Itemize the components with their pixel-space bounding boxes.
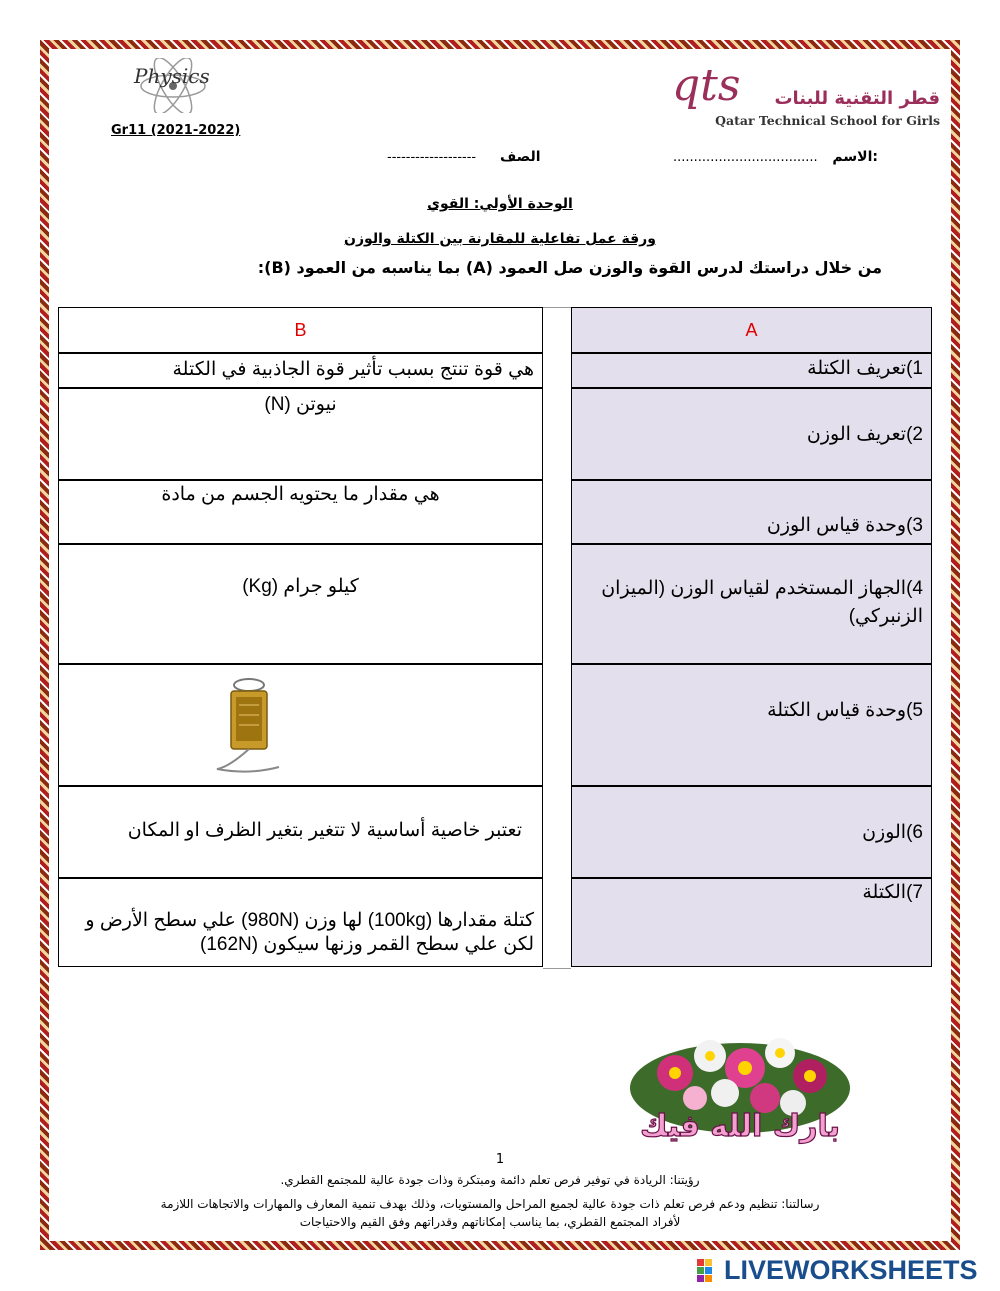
- option-b-2-text: نيوتن (N): [264, 394, 337, 415]
- worksheet-title: ورقة عمل تفاعلية للمقارنة بين الكتلة والوزن: [344, 231, 656, 247]
- option-a-5-text: 5)وحدة قياس الكتلة: [767, 700, 923, 721]
- column-b: [58, 307, 543, 967]
- option-b-4-text: كيلو جرام (Kg): [242, 576, 359, 597]
- blessing-text: بارك الله فيك: [640, 1109, 840, 1144]
- option-b-6[interactable]: [58, 786, 543, 878]
- school-name-en: Qatar Technical School for Girls: [715, 113, 940, 128]
- option-b-7[interactable]: [58, 878, 543, 967]
- liveworksheets-logo-icon: [697, 1259, 721, 1283]
- option-b-5[interactable]: [58, 664, 543, 786]
- svg-text:qts: qts: [672, 62, 741, 111]
- physics-atom-logo: [128, 58, 238, 113]
- option-a-7[interactable]: [571, 878, 932, 967]
- option-b-2[interactable]: [58, 388, 543, 480]
- option-a-7-text: 7)الكتلة: [862, 882, 923, 903]
- footer-mission-line-1: رسالتنا: تنظيم ودعم فرص تعلم ذات جودة عالية لجميع المراحل والمستويات، وذلك بهدف تنمية المعارف والمهارات والاتجاهات اللازمة: [160, 1197, 820, 1211]
- class-label: الصف: [500, 149, 541, 165]
- spring-scale-image: [209, 677, 289, 781]
- liveworksheets-brand: LIVEWORKSHEETS: [724, 1255, 978, 1285]
- name-field[interactable]: ...................................: [673, 150, 818, 165]
- option-a-2-text: 2)تعريف الوزن: [806, 424, 923, 445]
- column-a-header: A: [571, 307, 932, 353]
- physics-logo-text: Physics: [134, 64, 210, 88]
- option-a-3[interactable]: [571, 480, 932, 544]
- option-a-1-text: 1)تعريف الكتلة: [807, 358, 923, 379]
- option-b-3[interactable]: [58, 480, 543, 544]
- option-a-4[interactable]: [571, 544, 932, 664]
- option-a-3-text: 3)وحدة قياس الوزن: [766, 515, 923, 536]
- class-field[interactable]: -------------------: [387, 150, 477, 165]
- flower-bouquet-image: [615, 1018, 865, 1150]
- column-a: [571, 307, 932, 967]
- option-a-1[interactable]: [571, 353, 932, 388]
- option-b-1[interactable]: [58, 353, 543, 388]
- matching-gap: [543, 307, 571, 969]
- option-b-1-text: هي قوة تنتج بسبب تأثير قوة الجاذبية في الكتلة: [172, 359, 534, 380]
- option-a-2[interactable]: [571, 388, 932, 480]
- footer-vision: رؤيتنا: الريادة في توفير فرص تعلم دائمة ومبتكرة وذات جودة عالية للمجتمع القطري.: [280, 1173, 700, 1187]
- option-b-7-text: كتلة مقدارها (100kg) لها وزن (980N) علي سطح الأرض و لكن علي سطح القمر وزنها سيكون (162N): [85, 910, 534, 955]
- school-logo: [672, 62, 942, 132]
- footer-mission-line-2: لأفراد المجتمع القطري، بما يناسب إمكاناتهم وقدراتهم وفق القيم والاحتياجات: [299, 1215, 681, 1229]
- option-a-6[interactable]: [571, 786, 932, 878]
- column-b-header: B: [58, 307, 543, 353]
- name-label: الاسم:: [832, 149, 878, 165]
- unit-title: الوحدة الأولي: القوي: [427, 196, 573, 212]
- option-b-4[interactable]: [58, 544, 543, 664]
- option-a-5[interactable]: [571, 664, 932, 786]
- page-number: 1: [495, 1152, 505, 1167]
- school-name-ar: قطر التقنية للبنات: [774, 88, 940, 109]
- option-b-3-text: هي مقدار ما يحتويه الجسم من مادة: [161, 484, 440, 505]
- option-a-6-text: 6)الوزن: [862, 822, 923, 843]
- instruction: من خلال دراستك لدرس القوة والوزن صل العمود (A) بما يناسبه من العمود (B):: [257, 258, 882, 277]
- grade-label: Gr11 (2021-2022): [111, 123, 241, 138]
- option-a-4-text: 4)الجهاز المستخدم لقياس الوزن (الميزان الزنبركي): [601, 578, 923, 627]
- option-b-6-text: تعتبر خاصية أساسية لا تتغير بتغير الظرف او المكان: [127, 820, 522, 841]
